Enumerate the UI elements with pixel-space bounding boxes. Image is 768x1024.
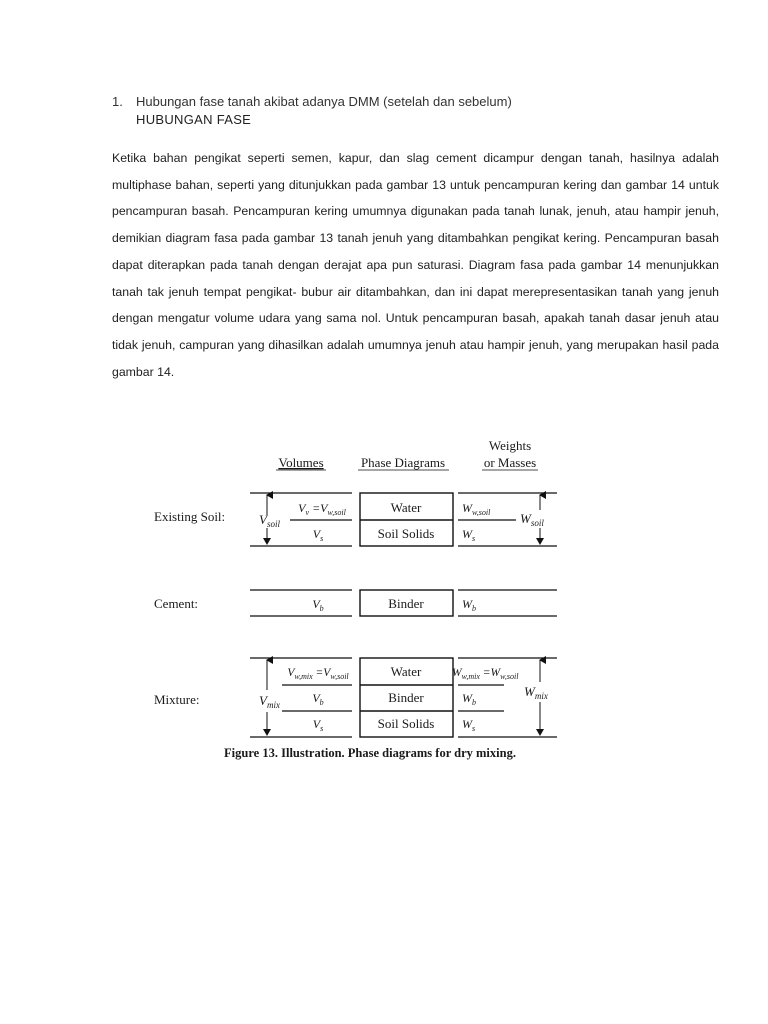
section-heading (112, 94, 512, 109)
phase-diagram-svg (140, 432, 570, 772)
wt-existing-solids: $W_s$ (462, 527, 476, 543)
wt-existing-water: $W_{w,soil}$ (462, 501, 491, 517)
phase-diagram-figure (140, 432, 570, 772)
section-title: Hubungan fase tanah akibat adanya DMM (setelah dan sebelum) (136, 94, 512, 109)
header-phase-diagrams: Phase Diagrams (360, 455, 446, 470)
w-mix-symbol: $W_{mix}$ (524, 684, 548, 701)
v-soil-symbol: $V_{soil}$ (259, 512, 280, 529)
v-mix-symbol: $V_{mix}$ (259, 693, 280, 710)
wt-mix-solids: $W_s$ (462, 717, 476, 733)
vol-mix-solids: $V_s$ (312, 717, 324, 733)
wt-cement-binder: $W_b$ (462, 597, 476, 613)
section-number: 1. (112, 94, 123, 109)
vol-existing-water: $V_v =V_{w,soil}$ (298, 501, 346, 517)
phase-mix-binder: Binder (388, 690, 424, 705)
phase-existing-solids: Soil Solids (377, 526, 435, 541)
header-weights: Weights (488, 438, 532, 453)
label-existing-soil: Existing Soil: (154, 509, 226, 524)
vol-cement-binder: $V_b$ (312, 597, 324, 613)
phase-existing-water: Water (390, 500, 422, 515)
phase-mix-water: Water (390, 664, 422, 679)
label-mixture: Mixture: (154, 692, 200, 707)
figure-caption: Figure 13. Illustration. Phase diagrams for dry mixing. (224, 746, 516, 760)
wt-mix-water: $W_{w,mix} =W_{w,soil}$ (452, 667, 519, 681)
label-cement: Cement: (154, 596, 199, 611)
phase-cement-binder: Binder (388, 596, 424, 611)
vol-mix-water: $V_{w,mix} =V_{w,soil}$ (287, 667, 349, 681)
body-paragraph: Ketika bahan pengikat seperti semen, kapur, dan slag cement dicampur dengan tanah, hasilnya adalah multiphase bahan, seperti yang ditunjukkan pada gambar 13 untuk pencampuran kering dan gambar 14 untuk pencampuran basah. Pencampuran kering umumnya digunakan pada tanah lunak, jenuh, atau hampir jenuh, demikian diagram fasa pada gambar 13 tanah jenuh yang ditambahkan pengikat kering. Pencampuran basah dapat diterapkan pada tanah dengan derajat apa pun saturasi. Diagram fasa pada gambar 14 menunjukkan tanah tak jenuh tempat pengikat- bubur air ditambahkan, dan ini dapat merepresentasikan tanah yang jenuh dengan mengatur volume udara yang sama nol. Untuk pencampuran basah, apakah tanah dasar jenuh atau tidak jenuh, campuran yang dihasilkan adalah umumnya jenuh atau hampir jenuh, yang merupakan hasil pada gambar 14. (112, 151, 719, 379)
header-masses: or Masses (483, 455, 537, 470)
header-volumes: Volumes (278, 455, 324, 470)
phase-mix-solids: Soil Solids (377, 716, 435, 731)
vol-mix-binder: $V_b$ (312, 691, 324, 707)
vol-existing-solids: $V_s$ (312, 527, 324, 543)
section-subtitle: HUBUNGAN FASE (136, 112, 252, 127)
w-soil-symbol: $W_{soil}$ (520, 511, 544, 528)
wt-mix-binder: $W_b$ (462, 691, 476, 707)
